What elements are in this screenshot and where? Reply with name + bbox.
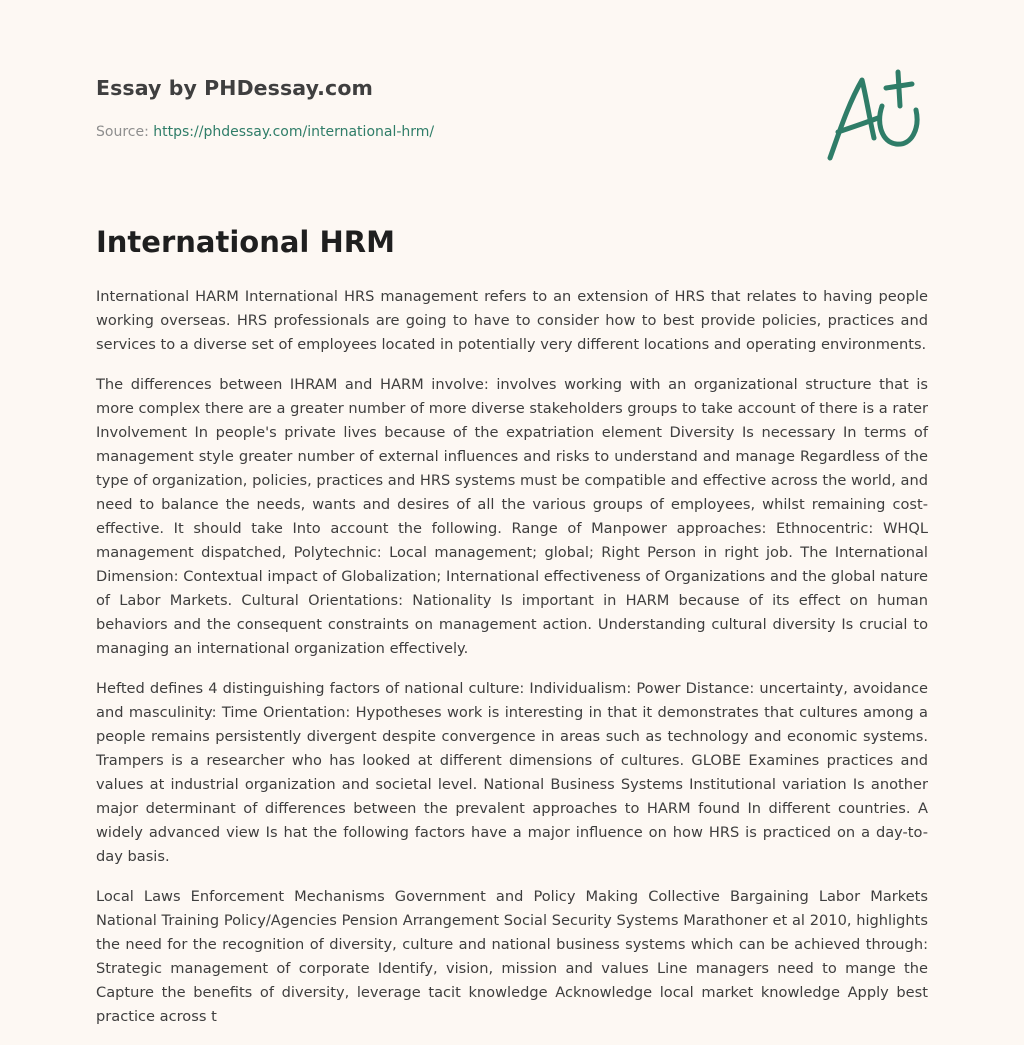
site-title: Essay by PHDessay.com [96, 76, 373, 100]
essay-paragraph: Local Laws Enforcement Mechanisms Government and Policy Making Collective Bargaining Labor Markets National Training Policy/Agencies Pension Arrangement Social Security Systems Marathoner et al 2010, highlights the need for the recognition of diversity, culture and national business systems which can be achieved through: Strategic management of corporate Identify, vision, mission and values Line managers need to mange the Capture the benefits of diversity, leverage tacit knowledge Acknowledge local market knowledge Apply best practice across t [96, 888, 928, 1025]
source-label: Source: [96, 124, 154, 140]
essay-paragraph: International HARM International HRS management refers to an extension of HRS that relates to having people working overseas. HRS professionals are going to have to consider how to best provide policies, practices and services to a diverse set of employees located in potentially very different locations and operating environments. [96, 288, 928, 353]
essay-paragraph: Hefted defines 4 distinguishing factors of national culture: Individualism: Power Distance: uncertainty, avoidance and masculinity: Time Orientation: Hypotheses work is interesting in that it demonstrates that cultures among a people remains persistently divergent despite convergence in areas such as technology and economic systems. Trampers is a researcher who has looked at different dimensions of cultures. GLOBE Examines practices and values at industrial organization and societal level. National Business Systems Institutional variation Is another major determinant of differences between the prevalent approaches to HARM found In different countries. A widely advanced view Is hat the following factors have a major influence on how HRS is practiced on a day-to-day basis. [96, 680, 928, 865]
essay-body [96, 285, 928, 1045]
essay-paragraph: The differences between IHRAM and HARM involve: involves working with an organizational structure that is more complex there are a greater number of more diverse stakeholders groups to take account of there is a rater Involvement In people's private lives because of the expatriation element Diversity Is necessary In terms of management style greater number of external influences and risks to understand and manage Regardless of the type of organization, policies, practices and HRS systems must be compatible and effective across the world, and need to balance the needs, wants and desires of all the various groups of employees, whilst remaining cost-effective. It should take Into account the following. Range of Manpower approaches: Ethnocentric: WHQL management dispatched, Polytechnic: Local management; global; Right Person in right job. The International Dimension: Contextual impact of Globalization; International effectiveness of Organizations and the global nature of Labor Markets. Cultural Orientations: Nationality Is important in HARM because of its effect on human behaviors and the consequent constraints on management action. Understanding cultural diversity Is crucial to managing an international organization effectively. [96, 376, 928, 657]
source-link[interactable]: https://phdessay.com/international-hrm/ [153, 124, 435, 140]
source-line [96, 124, 434, 140]
essay-title: International HRM [96, 225, 395, 259]
a-plus-icon [820, 66, 930, 166]
